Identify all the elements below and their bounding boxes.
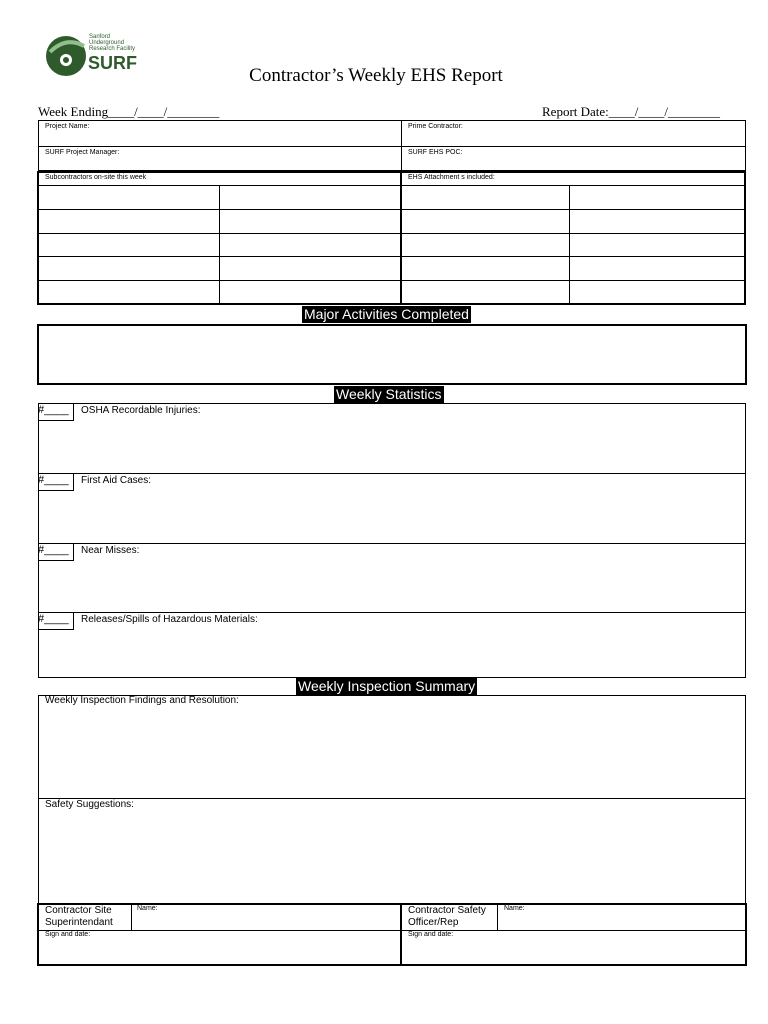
- safety-officer-label: Contractor Safety Officer/Rep: [408, 905, 486, 928]
- attachment-row[interactable]: [401, 233, 746, 257]
- stats-divider: [38, 612, 746, 613]
- attachment-row[interactable]: [401, 209, 746, 233]
- subcontractors-box: [37, 171, 402, 305]
- attachment-row[interactable]: [401, 281, 746, 305]
- right-sign-label[interactable]: Sign and date:: [408, 931, 454, 938]
- name-divider-right: [497, 905, 498, 930]
- near-misses-label: Near Misses:: [81, 545, 140, 556]
- surf-project-manager-label[interactable]: SURF Project Manager:: [45, 149, 120, 156]
- project-info-hline: [38, 146, 746, 147]
- prime-contractor-label[interactable]: Prime Contractor:: [408, 123, 463, 130]
- site-superintendant-label: Contractor Site Superintendant: [45, 905, 113, 928]
- logo-line3: Research Facility: [89, 46, 136, 52]
- inspection-divider: [38, 798, 746, 799]
- surf-ehs-poc-label[interactable]: SURF EHS POC:: [408, 149, 463, 156]
- findings-label[interactable]: Weekly Inspection Findings and Resolution:: [45, 695, 239, 706]
- major-activities-box[interactable]: [37, 324, 747, 385]
- weekly-inspection-heading: Weekly Inspection Summary: [298, 678, 476, 694]
- signature-vline: [400, 903, 402, 966]
- attachment-row[interactable]: [401, 186, 746, 210]
- logo-line1: Sanford: [89, 34, 111, 40]
- left-sign-label[interactable]: Sign and date:: [45, 931, 91, 938]
- logo-mark: SURF: [88, 53, 137, 73]
- subcontractor-row[interactable]: [38, 209, 402, 233]
- near-misses-count-field[interactable]: #____: [38, 544, 74, 561]
- osha-label: OSHA Recordable Injuries:: [81, 405, 201, 416]
- project-name-label[interactable]: Project Name:: [45, 123, 90, 130]
- weekly-statistics-box: [38, 403, 746, 678]
- subcontractors-label: Subcontractors on-site this week: [45, 174, 147, 181]
- attachment-row[interactable]: [401, 257, 746, 281]
- right-name-label[interactable]: Name:: [504, 905, 525, 912]
- osha-count-field[interactable]: #____: [38, 404, 74, 421]
- project-info-vline: [401, 120, 402, 171]
- releases-count-field[interactable]: #____: [38, 613, 74, 630]
- subcontractor-row[interactable]: [38, 281, 402, 305]
- ehs-attachments-grid[interactable]: [400, 185, 746, 305]
- major-activities-heading: Major Activities Completed: [304, 306, 469, 322]
- stats-divider: [38, 543, 746, 544]
- first-aid-count-field[interactable]: #____: [38, 474, 74, 491]
- signature-hline: [37, 930, 747, 931]
- report-date: Report Date:____/____/________: [542, 104, 721, 119]
- weekly-statistics-heading: Weekly Statistics: [336, 386, 442, 402]
- page-title: Contractor’s Weekly EHS Report: [249, 65, 503, 86]
- subcontractor-row[interactable]: [38, 186, 402, 210]
- left-name-label[interactable]: Name:: [137, 905, 158, 912]
- week-ending: Week Ending____/____/________: [38, 104, 220, 119]
- releases-label: Releases/Spills of Hazardous Materials:: [81, 614, 258, 625]
- weekly-inspection-box: [38, 695, 746, 905]
- logo-line2: Underground: [89, 40, 125, 46]
- suggestions-label[interactable]: Safety Suggestions:: [45, 799, 134, 810]
- first-aid-label: First Aid Cases:: [81, 475, 152, 486]
- subcontractor-row[interactable]: [38, 257, 402, 281]
- subcontractor-row[interactable]: [38, 233, 402, 257]
- ehs-attachments-box: [400, 171, 746, 305]
- subcontractors-grid[interactable]: [37, 185, 402, 305]
- name-divider-left: [131, 905, 132, 930]
- stats-divider: [38, 473, 746, 474]
- ehs-attachments-label: EHS Attachment s included:: [408, 174, 495, 181]
